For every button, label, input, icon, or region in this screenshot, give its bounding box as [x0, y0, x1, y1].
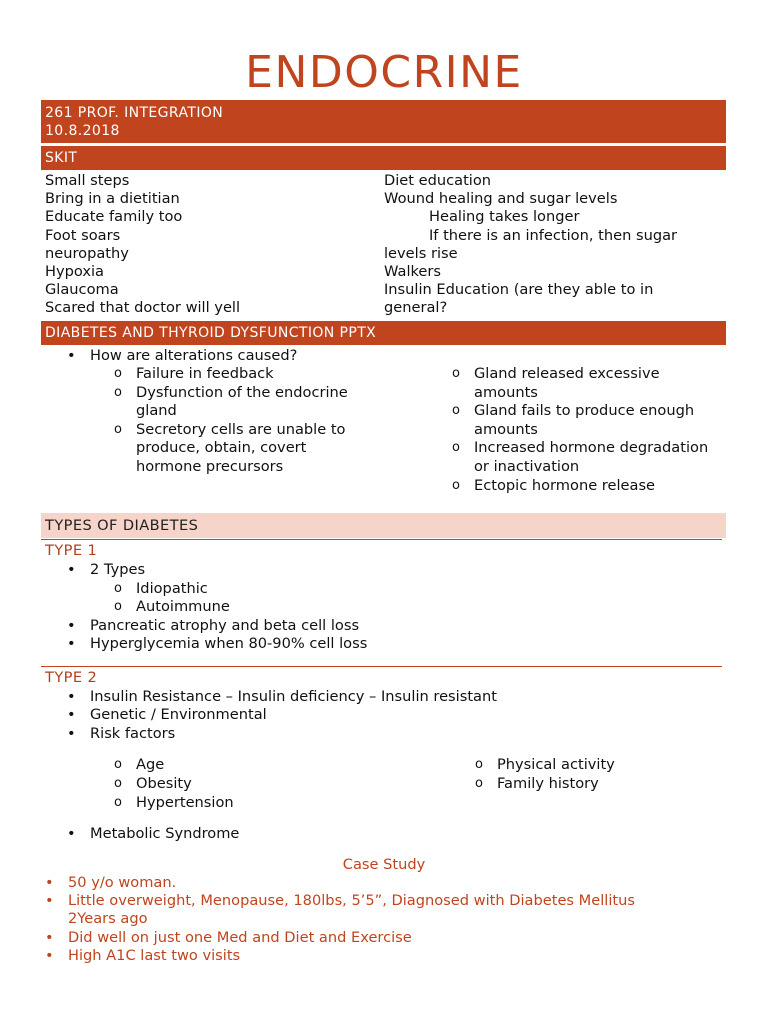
bullet-icon: • [45, 946, 54, 964]
page-title: ENDOCRINE [245, 47, 523, 98]
list-item-text: Family history [497, 774, 599, 792]
bullet-icon: • [45, 892, 54, 910]
skit-right-item: Wound healing and sugar levels [384, 190, 618, 208]
list-item [475, 774, 615, 794]
sub-bullet-icon: o [452, 366, 460, 381]
sub-bullet-icon: o [114, 599, 122, 615]
list-item [114, 420, 348, 440]
list-item [452, 402, 708, 421]
list-item-text: Hyperglycemia when 80-90% cell loss [90, 635, 368, 653]
list-item-text: Increased hormone degradation [474, 439, 709, 457]
skit-right-item: Healing takes longer [429, 208, 580, 226]
bullet-icon: • [67, 688, 76, 705]
skit-right-item: general? [384, 299, 448, 317]
skit-heading [41, 146, 726, 170]
list-item-text: Idiopathic [136, 579, 208, 597]
list-item [114, 774, 234, 794]
course-header-bar [41, 100, 726, 143]
divider [41, 539, 722, 540]
skit-left-item: Scared that doctor will yell [45, 299, 241, 317]
case-study-list [45, 874, 635, 965]
bullet-icon: • [67, 616, 76, 634]
bullet-icon: • [67, 724, 76, 742]
sub-bullet-icon: o [114, 366, 122, 381]
list-item-text: Metabolic Syndrome [90, 825, 240, 842]
list-item [114, 365, 348, 384]
list-item-text: Hypertension [136, 793, 234, 811]
skit-left-column [45, 172, 240, 318]
case-study-heading: Case Study [342, 856, 426, 873]
list-item [67, 688, 497, 706]
sub-bullet-icon: o [114, 775, 122, 791]
list-item-text: Ectopic hormone release [474, 476, 656, 494]
list-item-text: 50 y/o woman. [68, 874, 177, 891]
type1-heading: TYPE 1 [45, 542, 98, 559]
sub-bullet-icon: o [114, 580, 122, 596]
list-item [90, 580, 367, 599]
list-item [67, 616, 367, 636]
list-item-continued: 2Years ago [68, 910, 148, 928]
list-item [67, 706, 497, 724]
list-item [67, 635, 368, 654]
bullet-icon: • [45, 874, 54, 891]
skit-left-item: Small steps [45, 172, 130, 189]
list-item [475, 756, 615, 775]
skit-right-item: If there is an infection, then sugar [429, 226, 678, 244]
bullet-icon: • [67, 635, 76, 653]
diabetes-thyroid-heading-text: DIABETES AND THYROID DYSFUNCTION PPTX [45, 325, 377, 341]
list-item-continued: produce, obtain, covert [136, 439, 307, 457]
sub-bullet-icon: o [452, 477, 460, 493]
diabetes-thyroid-heading [41, 321, 726, 345]
bullet-icon: • [67, 706, 76, 724]
list-item [90, 598, 367, 617]
list-item-text: Gland fails to produce enough [474, 402, 695, 420]
list-item-text: Pancreatic atrophy and beta cell loss [90, 616, 360, 634]
sub-bullet-icon: o [452, 403, 460, 419]
skit-left-item: Educate family too [45, 208, 183, 226]
type2-heading: TYPE 2 [45, 669, 98, 686]
list-item-text: High A1C last two visits [68, 946, 241, 964]
sub-bullet-icon: o [475, 775, 483, 791]
skit-left-item: Hypoxia [45, 262, 104, 280]
list-item [114, 756, 234, 775]
list-item [67, 724, 497, 743]
skit-right-item: Insulin Education (are they able to in [384, 281, 654, 299]
bullet-icon: • [67, 561, 76, 578]
list-item-continued: hormone precursors [136, 457, 284, 475]
bullet-icon: • [67, 825, 76, 842]
list-item [67, 347, 298, 365]
sub-bullet-icon: o [114, 794, 122, 810]
list-item-continued: amounts [474, 383, 538, 401]
list-item-text: Secretory cells are unable to [136, 420, 346, 438]
skit-heading-text: SKIT [45, 150, 78, 166]
skit-right-item: Diet education [384, 172, 492, 189]
list-item [45, 892, 635, 910]
sub-bullet-icon: o [452, 440, 460, 456]
skit-right-column [384, 172, 677, 318]
risk-factors-left [114, 756, 234, 812]
alterations-list [67, 347, 298, 365]
list-item-continued: gland [136, 402, 177, 420]
list-item [45, 946, 635, 965]
list-item-text: Little overweight, Menopause, 180lbs, 5’5”, Diagnosed with Diabetes Mellitus [68, 892, 635, 910]
types-heading [41, 513, 726, 538]
skit-left-item: Glaucoma [45, 281, 119, 299]
sub-bullet-icon: o [114, 757, 122, 772]
sub-bullet-icon: o [475, 757, 483, 772]
divider [41, 666, 722, 667]
list-item [452, 439, 709, 458]
metabolic-syndrome [67, 825, 240, 843]
list-item-text: 2 Types [90, 561, 146, 578]
course-name: 261 PROF. INTEGRATION [45, 105, 224, 121]
skit-left-item: Foot soars [45, 226, 121, 244]
list-item-text: Physical activity [497, 756, 615, 773]
alterations-right-column [452, 365, 709, 495]
list-item [67, 825, 240, 843]
risk-factors-right [475, 756, 615, 794]
list-item-text: Gland released excessive [474, 365, 660, 382]
list-item-text: Risk factors [90, 724, 176, 742]
skit-left-item: Bring in a dietitian [45, 190, 180, 208]
list-item [114, 383, 348, 403]
list-item-text: Failure in feedback [136, 365, 274, 382]
bullet-icon: • [67, 347, 76, 364]
list-item-continued: or inactivation [474, 457, 580, 475]
list-item [67, 561, 367, 580]
list-item-text: Autoimmune [136, 598, 230, 616]
type2-list [67, 688, 497, 743]
list-item-text: Did well on just one Med and Diet and Exercise [68, 928, 412, 946]
list-item-text: Genetic / Environmental [90, 706, 267, 724]
type1-list [67, 561, 368, 654]
alterations-left-column [114, 365, 348, 477]
list-item-text: Dysfunction of the endocrine [136, 383, 348, 401]
skit-right-item: levels rise [384, 244, 458, 262]
skit-right-item: Walkers [384, 262, 442, 280]
list-item [45, 928, 635, 947]
list-item [45, 874, 635, 892]
course-date: 10.8.2018 [45, 122, 120, 139]
bullet-icon: • [45, 928, 54, 946]
list-item [452, 476, 708, 496]
list-item [452, 365, 708, 384]
list-item-text: Insulin Resistance – Insulin deficiency – Insulin resistant [90, 688, 497, 705]
list-item-text: Age [136, 756, 165, 773]
sub-bullet-icon: o [114, 421, 122, 437]
skit-left-item: neuropathy [45, 244, 129, 262]
list-item-text: Obesity [136, 774, 192, 792]
list-item [114, 793, 234, 813]
list-item-text: How are alterations caused? [90, 347, 298, 364]
types-heading-text: TYPES OF DIABETES [45, 517, 199, 534]
list-item-continued: amounts [474, 420, 538, 438]
sub-bullet-icon: o [114, 384, 122, 400]
